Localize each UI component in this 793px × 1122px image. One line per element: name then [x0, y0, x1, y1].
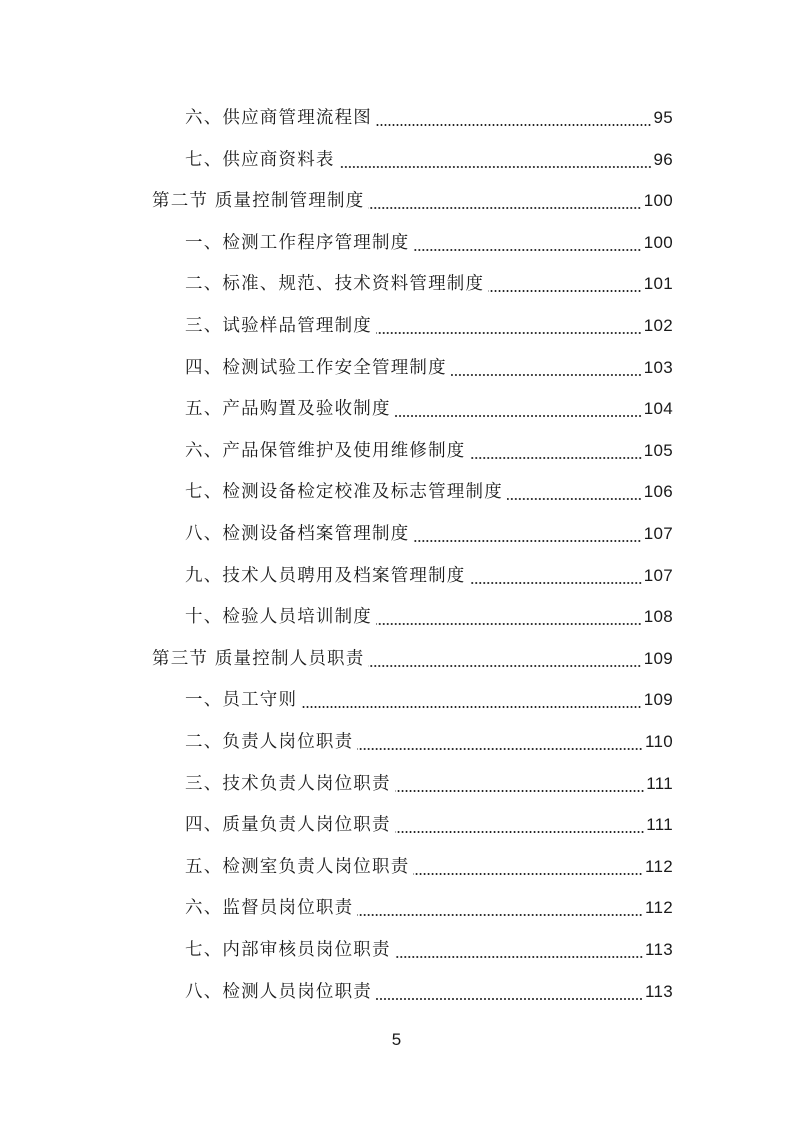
toc-entry-label: 一、员工守则	[185, 690, 298, 711]
dot-leader	[339, 166, 652, 168]
dot-leader	[357, 748, 643, 750]
toc-entry-label: 二、负责人岗位职责	[185, 732, 354, 752]
toc-entry-page: 113	[644, 981, 673, 1001]
toc-entry-page: 112	[644, 856, 673, 876]
toc-entry-label: 一、检测工作程序管理制度	[185, 232, 410, 253]
toc-entry-page: 106	[643, 482, 673, 502]
toc-entry-page: 111	[646, 773, 673, 793]
dot-leader	[507, 498, 642, 500]
dot-leader	[470, 457, 642, 459]
toc-entry-label: 六、产品保管维护及使用维修制度	[185, 440, 466, 461]
toc-entry-page: 108	[643, 607, 673, 627]
toc-entry[interactable]	[0, 145, 793, 175]
toc-entry-label: 六、供应商管理流程图	[185, 108, 372, 128]
toc-entry-page: 102	[643, 316, 673, 335]
toc-entry-page: 103	[643, 357, 673, 377]
toc-entry-label: 十、检验人员培训制度	[185, 607, 372, 628]
toc-section-heading[interactable]	[0, 186, 793, 216]
toc-entry[interactable]	[0, 394, 793, 424]
toc-entry-label: 七、供应商资料表	[185, 149, 335, 170]
toc-entry-label: 四、检测试验工作安全管理制度	[185, 357, 447, 378]
toc-entry-page: 101	[643, 274, 673, 294]
toc-entry-label: 第三节 质量控制人员职责	[152, 648, 365, 669]
toc-entry-page: 111	[646, 815, 673, 835]
dot-leader	[368, 665, 641, 667]
page-number: 5	[391, 1030, 402, 1049]
dot-leader	[357, 914, 643, 916]
toc-entry[interactable]	[0, 977, 793, 1007]
toc-entry[interactable]	[0, 519, 793, 549]
toc-entry-label: 三、试验样品管理制度	[185, 316, 372, 336]
dot-leader	[488, 290, 642, 292]
toc-entry-label: 九、技术人员聘用及档案管理制度	[185, 565, 466, 586]
toc-entry[interactable]	[0, 228, 793, 258]
dot-leader	[413, 873, 643, 875]
toc-entry[interactable]	[0, 727, 793, 757]
toc-entry-label: 三、技术负责人岗位职责	[185, 773, 391, 794]
toc-entry-page: 107	[643, 565, 673, 585]
dot-leader	[413, 249, 641, 251]
dot-leader	[451, 374, 642, 376]
dot-leader	[395, 831, 645, 833]
toc-entry-page: 109	[643, 690, 673, 710]
toc-entry[interactable]	[0, 436, 793, 466]
dot-leader	[395, 415, 642, 417]
toc-entry-page: 100	[643, 232, 673, 252]
toc-entry-page: 109	[643, 648, 673, 668]
toc-section-heading[interactable]	[0, 644, 793, 674]
toc-entry[interactable]	[0, 852, 793, 882]
dot-leader	[395, 956, 643, 958]
toc-entry-page: 95	[653, 108, 673, 127]
toc-entry-label: 二、标准、规范、技术资料管理制度	[185, 274, 485, 295]
toc-entry[interactable]	[0, 477, 793, 507]
dot-leader	[413, 540, 641, 542]
toc-entry[interactable]	[0, 269, 793, 299]
toc-entry-page: 110	[644, 732, 673, 751]
toc-entry-page: 112	[644, 898, 673, 918]
toc-entry[interactable]	[0, 353, 793, 383]
toc-entry-page: 104	[643, 399, 673, 419]
toc-entry[interactable]	[0, 893, 793, 923]
toc-entry[interactable]	[0, 561, 793, 591]
dot-leader	[376, 124, 651, 126]
toc-entry-label: 七、内部审核员岗位职责	[185, 940, 391, 960]
toc-entry-page: 96	[653, 149, 673, 169]
toc-entry[interactable]	[0, 769, 793, 799]
toc-entry[interactable]	[0, 311, 793, 341]
toc-entry-label: 八、检测设备档案管理制度	[185, 524, 410, 544]
toc-entry-page: 113	[644, 940, 673, 959]
toc-entry-label: 七、检测设备检定校准及标志管理制度	[185, 482, 503, 503]
dot-leader	[376, 998, 643, 1000]
toc-entry[interactable]	[0, 685, 793, 715]
toc-entry-page: 107	[643, 524, 673, 543]
toc-entry[interactable]	[0, 810, 793, 840]
dot-leader	[470, 582, 642, 584]
toc-entry-label: 八、检测人员岗位职责	[185, 981, 372, 1002]
dot-leader	[301, 706, 642, 708]
toc-entry-label: 五、产品购置及验收制度	[185, 399, 391, 420]
dot-leader	[376, 332, 642, 334]
dot-leader	[368, 207, 641, 209]
toc-entry-page: 105	[643, 440, 673, 460]
toc-entry-page: 100	[643, 191, 673, 211]
dot-leader	[395, 790, 645, 792]
dot-leader	[376, 623, 642, 625]
toc-entry-label: 四、质量负责人岗位职责	[185, 815, 391, 836]
toc-entry-label: 五、检测室负责人岗位职责	[185, 856, 410, 877]
toc-entry[interactable]	[0, 935, 793, 965]
toc-entry[interactable]	[0, 103, 793, 133]
toc-entry[interactable]	[0, 602, 793, 632]
toc-entry-label: 六、监督员岗位职责	[185, 898, 354, 919]
toc-entry-label: 第二节 质量控制管理制度	[152, 191, 365, 212]
